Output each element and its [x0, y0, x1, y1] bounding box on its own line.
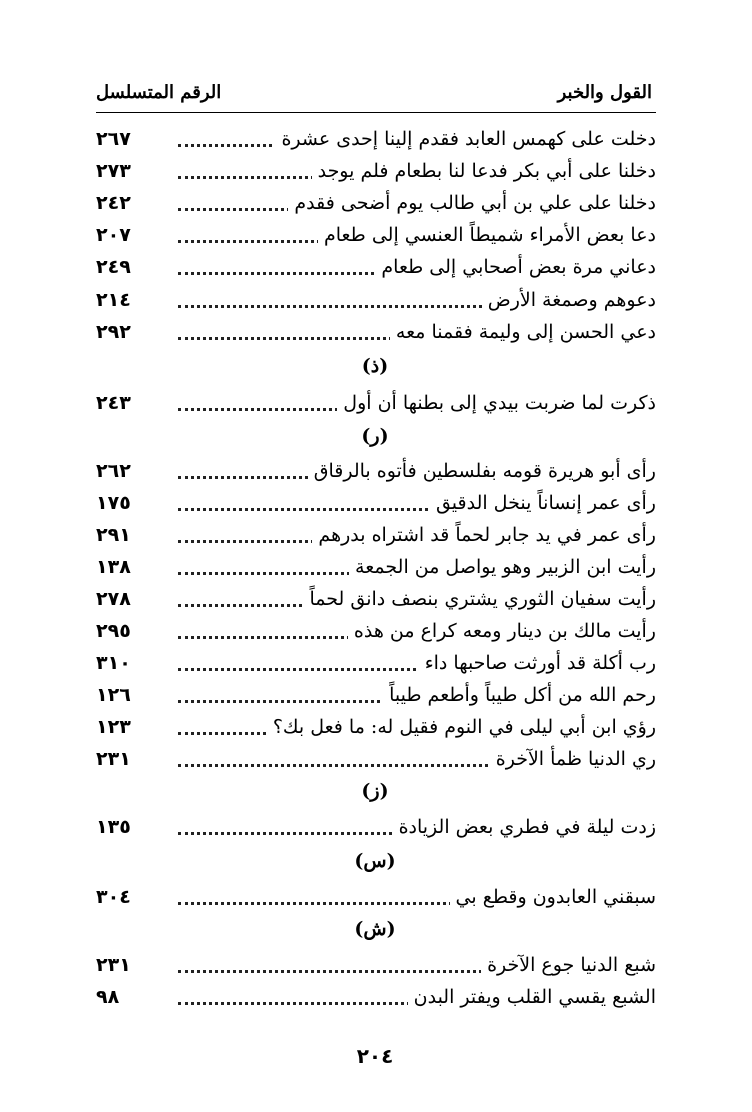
entry-serial-number: ١٢٣ [96, 716, 131, 738]
entry-serial-number: ٩٨ [96, 986, 120, 1008]
entry-serial-number: ٢٠٧ [96, 224, 131, 246]
entry-serial-number: ١٢٦ [96, 684, 131, 706]
index-entry-row [96, 982, 656, 1012]
entry-text: رب أكلة قد أورثت صاحبها داء [419, 648, 656, 678]
section-letter-heading: (ز) [361, 780, 389, 802]
entry-serial-number: ٢٧٣ [96, 160, 131, 182]
entry-serial-number: ٢٤٩ [96, 256, 131, 278]
entry-text: رأيت سفيان الثوري يشتري بنصف دانق لحماً [304, 584, 657, 614]
index-entry-row [96, 680, 656, 710]
entry-text: ذكرت لما ضربت بيدي إلى بطنها أن أول [337, 388, 656, 418]
entry-text: رأى عمر إنساناً ينخل الدقيق [430, 488, 656, 518]
index-entry-row [96, 744, 656, 774]
entry-text: سبقني العابدون وقطع بي [450, 882, 656, 912]
header-title-saying: القول والخبر [557, 82, 652, 103]
index-entry-row [96, 812, 656, 842]
index-entry-row [96, 584, 656, 614]
section-letter-heading: (س) [354, 850, 396, 872]
entry-serial-number: ٢٣١ [96, 748, 131, 770]
section-letter-heading: (ر) [361, 425, 389, 447]
entry-serial-number: ٢٤٣ [96, 392, 131, 414]
index-entry-row [96, 456, 656, 486]
entry-serial-number: ٢١٤ [96, 289, 131, 311]
entry-serial-number: ٢٤٢ [96, 192, 131, 214]
index-entry-row [96, 317, 656, 347]
section-letter-heading: (ش) [354, 918, 396, 940]
entry-text: شبع الدنيا جوع الآخرة [481, 950, 656, 980]
entry-serial-number: ٣٠٤ [96, 886, 131, 908]
index-entry-row [96, 220, 656, 250]
entry-serial-number: ١٣٨ [96, 556, 131, 578]
entry-text: زدت ليلة في فطري بعض الزيادة [393, 812, 656, 842]
entry-text: رأيت مالك بن دينار ومعه كراع من هذه [348, 616, 656, 646]
entry-text: دعي الحسن إلى وليمة فقمنا معه [390, 317, 656, 347]
entry-serial-number: ٣١٠ [96, 652, 131, 674]
entry-serial-number: ٢٦٧ [96, 128, 131, 150]
entry-text: رأى أبو هريرة قومه بفلسطين فأتوه بالرقاق [308, 456, 656, 486]
header-title-serial: الرقم المتسلسل [96, 82, 222, 103]
entry-serial-number: ٢٩٥ [96, 620, 131, 642]
index-entry-row [96, 156, 656, 186]
entry-text: دعا بعض الأمراء شميطاً العنسي إلى طعام [318, 220, 656, 250]
index-entry-row [96, 882, 656, 912]
page-number: ٢٠٤ [356, 1044, 394, 1068]
entry-text: رأى عمر في يد جابر لحماً قد اشتراه بدرهم [312, 520, 656, 550]
index-entry-row [96, 950, 656, 980]
entry-text: الشبع يقسي القلب ويفتر البدن [408, 982, 656, 1012]
index-entry-row [96, 188, 656, 218]
entry-serial-number: ٢٩١ [96, 524, 131, 546]
entry-text: رؤي ابن أبي ليلى في النوم فقيل له: ما فعل بك؟ [267, 712, 656, 742]
entry-text: دعوهم وصمغة الأرض [482, 285, 656, 315]
entry-text: رأيت ابن الزبير وهو يواصل من الجمعة [349, 552, 656, 582]
entry-serial-number: ٢٦٢ [96, 460, 131, 482]
entry-text: رحم الله من أكل طيباً وأطعم طيباً [383, 680, 656, 710]
entry-text: ري الدنيا ظمأ الآخرة [490, 744, 656, 774]
entry-text: دعاني مرة بعض أصحابي إلى طعام [375, 252, 656, 282]
index-entry-row [96, 285, 656, 315]
entry-text: دخلنا على أبي بكر فدعا لنا بطعام فلم يوجد [312, 156, 656, 186]
index-entry-row [96, 488, 656, 518]
index-entry-row [96, 388, 656, 418]
entry-serial-number: ١٧٥ [96, 492, 131, 514]
entry-text: دخلت على كهمس العابد فقدم إلينا إحدى عشرة [275, 124, 656, 154]
entry-text: دخلنا على علي بن أبي طالب يوم أضحى فقدم [288, 188, 656, 218]
entry-serial-number: ١٣٥ [96, 816, 131, 838]
entry-serial-number: ٢٣١ [96, 954, 131, 976]
index-entry-row [96, 124, 656, 154]
index-entry-row [96, 252, 656, 282]
index-entry-row [96, 616, 656, 646]
index-entry-row [96, 712, 656, 742]
index-entry-row [96, 552, 656, 582]
entry-serial-number: ٢٧٨ [96, 588, 131, 610]
index-entry-row [96, 520, 656, 550]
entry-serial-number: ٢٩٢ [96, 321, 131, 343]
section-letter-heading: (ذ) [361, 355, 389, 377]
index-entry-row [96, 648, 656, 678]
